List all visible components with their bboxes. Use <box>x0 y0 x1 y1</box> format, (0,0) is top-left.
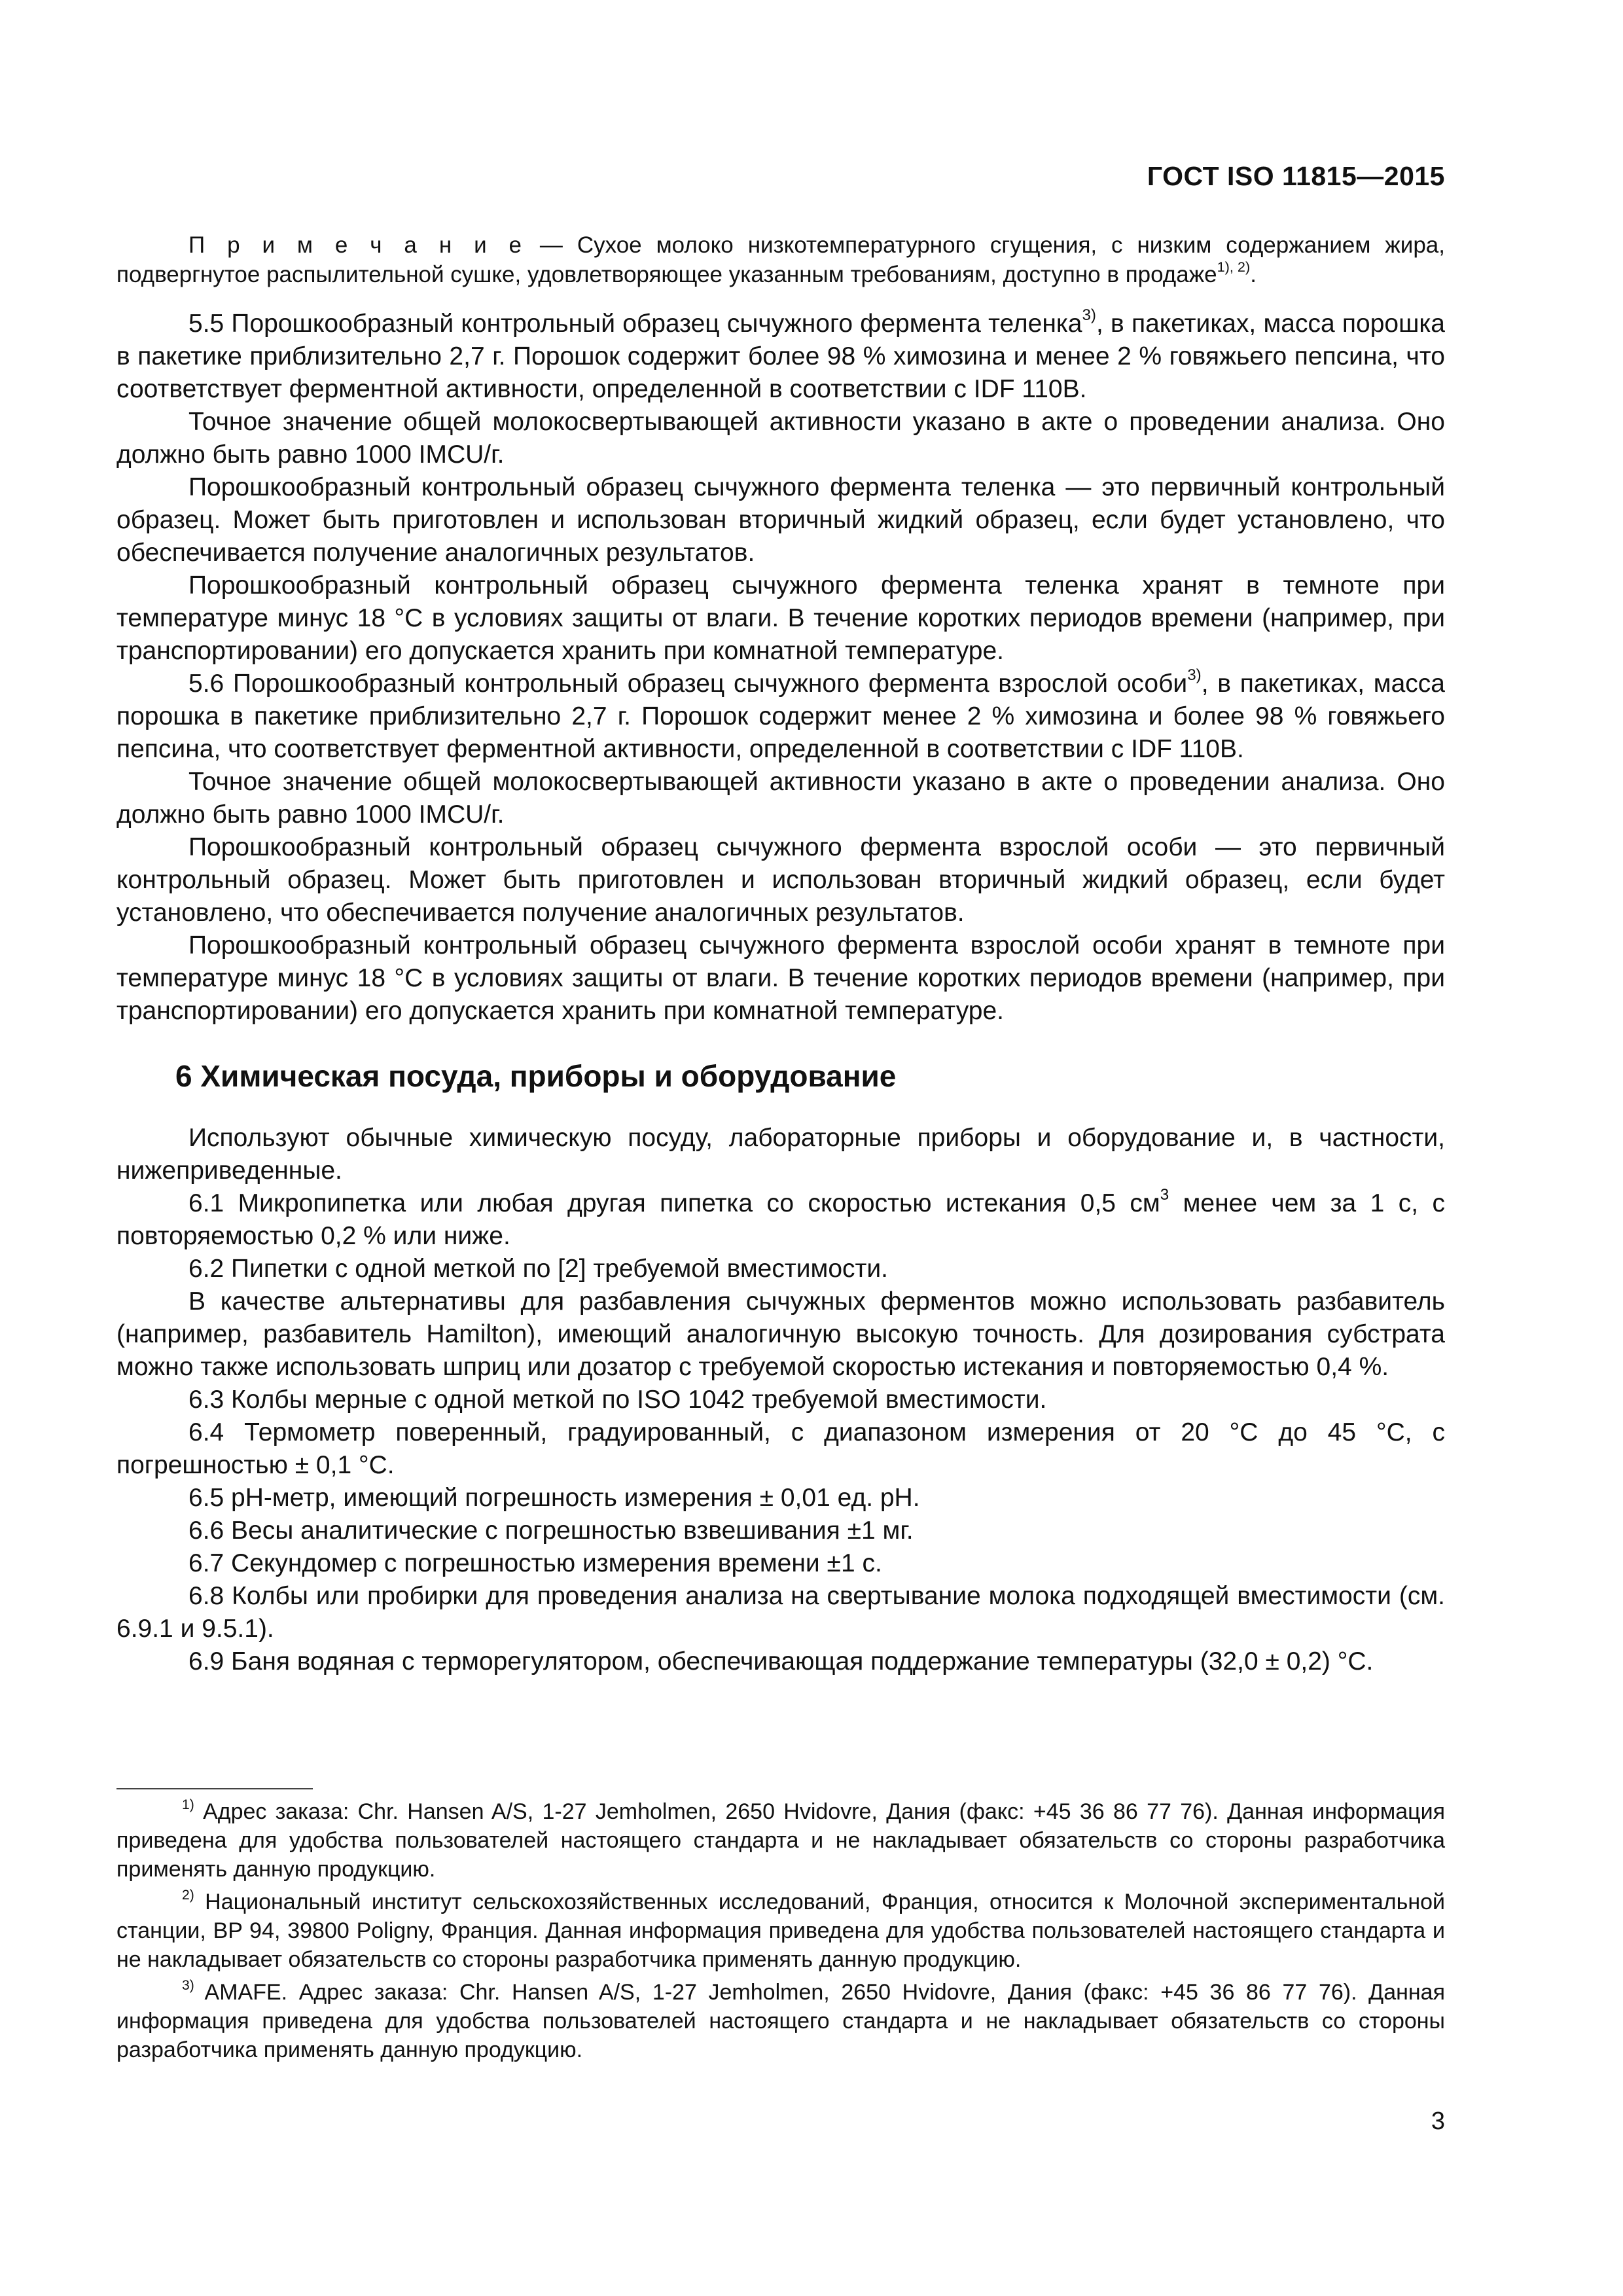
clause-5-5-text-cont: , в пакетиках, масса порошка в пакетике приблизительно 2,7 г. Порошок содержит более 98 % химозина и менее 2 % говяжьего пепсина, что соответствует ферментной активности, определенной в соответствии с IDF 110B. <box>116 310 1445 403</box>
clause-6-1-text: 6.1 Микропипетка или любая другая пипетка со скоростью истекания 0,5 см <box>188 1189 1160 1217</box>
footnote-text: Национальный институт сельскохозяйственных исследований, Франция, относится к Молочной экспериментальной станции, BP 94, 39800 Poligny, Франция. Данная информация приведена для удобства пользователей настоящего стандарта и не накладывает обязательств со стороны разработчика применять данную продукцию. <box>116 1890 1445 1972</box>
main-text <box>116 230 1445 1678</box>
footnote-divider <box>116 1788 313 1789</box>
document-page <box>116 0 1445 2296</box>
section-6-heading: 6 Химическая посуда, приборы и оборудование <box>175 1059 897 1093</box>
footnote-2 <box>116 1888 1445 1974</box>
footnote-ref: 3) <box>1187 666 1202 685</box>
superscript: 3 <box>1160 1186 1169 1204</box>
footnote-mark: 3) <box>182 1977 194 1993</box>
footnote-mark: 1) <box>182 1797 194 1812</box>
note-paragraph <box>116 230 1445 289</box>
clause-6-6: 6.6 Весы аналитические с погрешностью взвешивания ±1 мг. <box>188 1516 914 1545</box>
clause-5-5-text: 5.5 Порошкообразный контрольный образец сычужного фермента теленка <box>188 310 1082 338</box>
page-number: 3 <box>1431 2108 1445 2135</box>
clause-5-6-storage: Порошкообразный контрольный образец сычужного фермента взрослой особи хранят в темноте при температуре минус 18 °С в условиях защиты от влаги. В течение коротких периодов времени (например, при транспортировании) его допускается хранить при комнатной температуре. <box>116 931 1445 1025</box>
clause-5-5-activity: Точное значение общей молокосвертывающей активности указано в акте о проведении анализа. Оно должно быть равно 1000 IMCU/г. <box>116 408 1445 469</box>
note-end: . <box>1250 262 1257 287</box>
footnote-text: Адрес заказа: Chr. Hansen A/S, 1-27 Jemholmen, 2650 Hvidovre, Дания (факс: +45 36 86 77 76). Данная информация приведена для удобства пользователей настоящего стандарта и не накладывает обязательств со стороны разработчика применять данную продукцию. <box>116 1799 1445 1882</box>
note-text: — Сухое молоко низкотемпературного сгущения, с низким содержанием жира, подвергнутое распылительной сушке, удовлетворяющее указанным требованиям, доступно в продаже <box>116 232 1445 287</box>
clause-6-9: 6.9 Баня водяная с терморегулятором, обеспечивающая поддержание температуры (32,0 ± 0,2) °С. <box>188 1647 1374 1676</box>
clause-5-5 <box>116 308 1445 406</box>
clause-6-7: 6.7 Секундомер с погрешностью измерения времени ±1 с. <box>188 1549 882 1577</box>
document-header: ГОСТ ISO 11815—2015 <box>1147 161 1445 191</box>
clause-5-5-storage: Порошкообразный контрольный образец сычужного фермента теленка хранят в темноте при температуре минус 18 °С в условиях защиты от влаги. В течение коротких периодов времени (например, при транспортировании) его допускается хранить при комнатной температуре. <box>116 571 1445 665</box>
note-label: П р и м е ч а н и е <box>188 232 526 258</box>
clause-5-6-activity: Точное значение общей молокосвертывающей активности указано в акте о проведении анализа. Оно должно быть равно 1000 IMCU/г. <box>116 768 1445 829</box>
clause-6-1 <box>116 1187 1445 1253</box>
clause-6-4: 6.4 Термометр поверенный, градуированный, с диапазоном измерения от 20 °С до 45 °С, с погрешностью ± 0,1 °С. <box>116 1418 1445 1479</box>
clause-6-5: 6.5 pH-метр, имеющий погрешность измерения ± 0,01 ед. pH. <box>188 1484 920 1512</box>
clause-5-5-primary: Порошкообразный контрольный образец сычужного фермента теленка — это первичный контрольный образец. Может быть приготовлен и использован вторичный жидкий образец, если будет установлено, что обеспечивается получение аналогичных результатов. <box>116 473 1445 567</box>
footnote-1 <box>116 1797 1445 1884</box>
footnote-text: AMAFE. Адрес заказа: Chr. Hansen A/S, 1-27 Jemholmen, 2650 Hvidovre, Дания (факс: +45 36 86 77 76). Данная информация приведена для удобства пользователей настоящего стандарта и не накладывает обязательств со стороны разработчика применять данную продукцию. <box>116 1980 1445 2062</box>
clause-6-1-text-cont: менее чем за 1 с, с повторяемостью 0,2 % или ниже. <box>116 1189 1445 1250</box>
clause-6-2: 6.2 Пипетки с одной меткой по [2] требуемой вместимости. <box>188 1255 888 1283</box>
footnotes <box>116 1797 1445 2068</box>
clause-6-2-alternative: В качестве альтернативы для разбавления сычужных ферментов можно использовать разбавитель (например, разбавитель Hamilton), имеющий аналогичную высокую точность. Для дозирования субстрата можно также использовать шприц или дозатор с требуемой скоростью истекания и повторяемостью 0,4 %. <box>116 1287 1445 1381</box>
footnote-ref: 3) <box>1082 306 1096 325</box>
clause-5-6-text: 5.6 Порошкообразный контрольный образец сычужного фермента взрослой особи <box>188 670 1188 698</box>
section-6-intro: Используют обычные химическую посуду, лабораторные приборы и оборудование и, в частности, нижеприведенные. <box>116 1124 1445 1185</box>
clause-5-6 <box>116 668 1445 766</box>
clause-6-8: 6.8 Колбы или пробирки для проведения анализа на свертывание молока подходящей вместимости (см. 6.9.1 и 9.5.1). <box>116 1582 1445 1643</box>
clause-5-6-primary: Порошкообразный контрольный образец сычужного фермента взрослой особи — это первичный контрольный образец. Может быть приготовлен и использован вторичный жидкий образец, если будет установлено, что обеспечивается получение аналогичных результатов. <box>116 833 1445 927</box>
footnote-3 <box>116 1978 1445 2064</box>
clause-5-6-text-cont: , в пакетиках, масса порошка в пакетике приблизительно 2,7 г. Порошок содержит менее 2 % химозина и более 98 % говяжьего пепсина, что соответствует ферментной активности, определенной в соответствии с IDF 110B. <box>116 670 1445 763</box>
clause-6-3: 6.3 Колбы мерные с одной меткой по ISO 1042 требуемой вместимости. <box>188 1386 1047 1414</box>
footnote-ref: 1), 2) <box>1217 259 1251 276</box>
footnote-mark: 2) <box>182 1887 194 1903</box>
